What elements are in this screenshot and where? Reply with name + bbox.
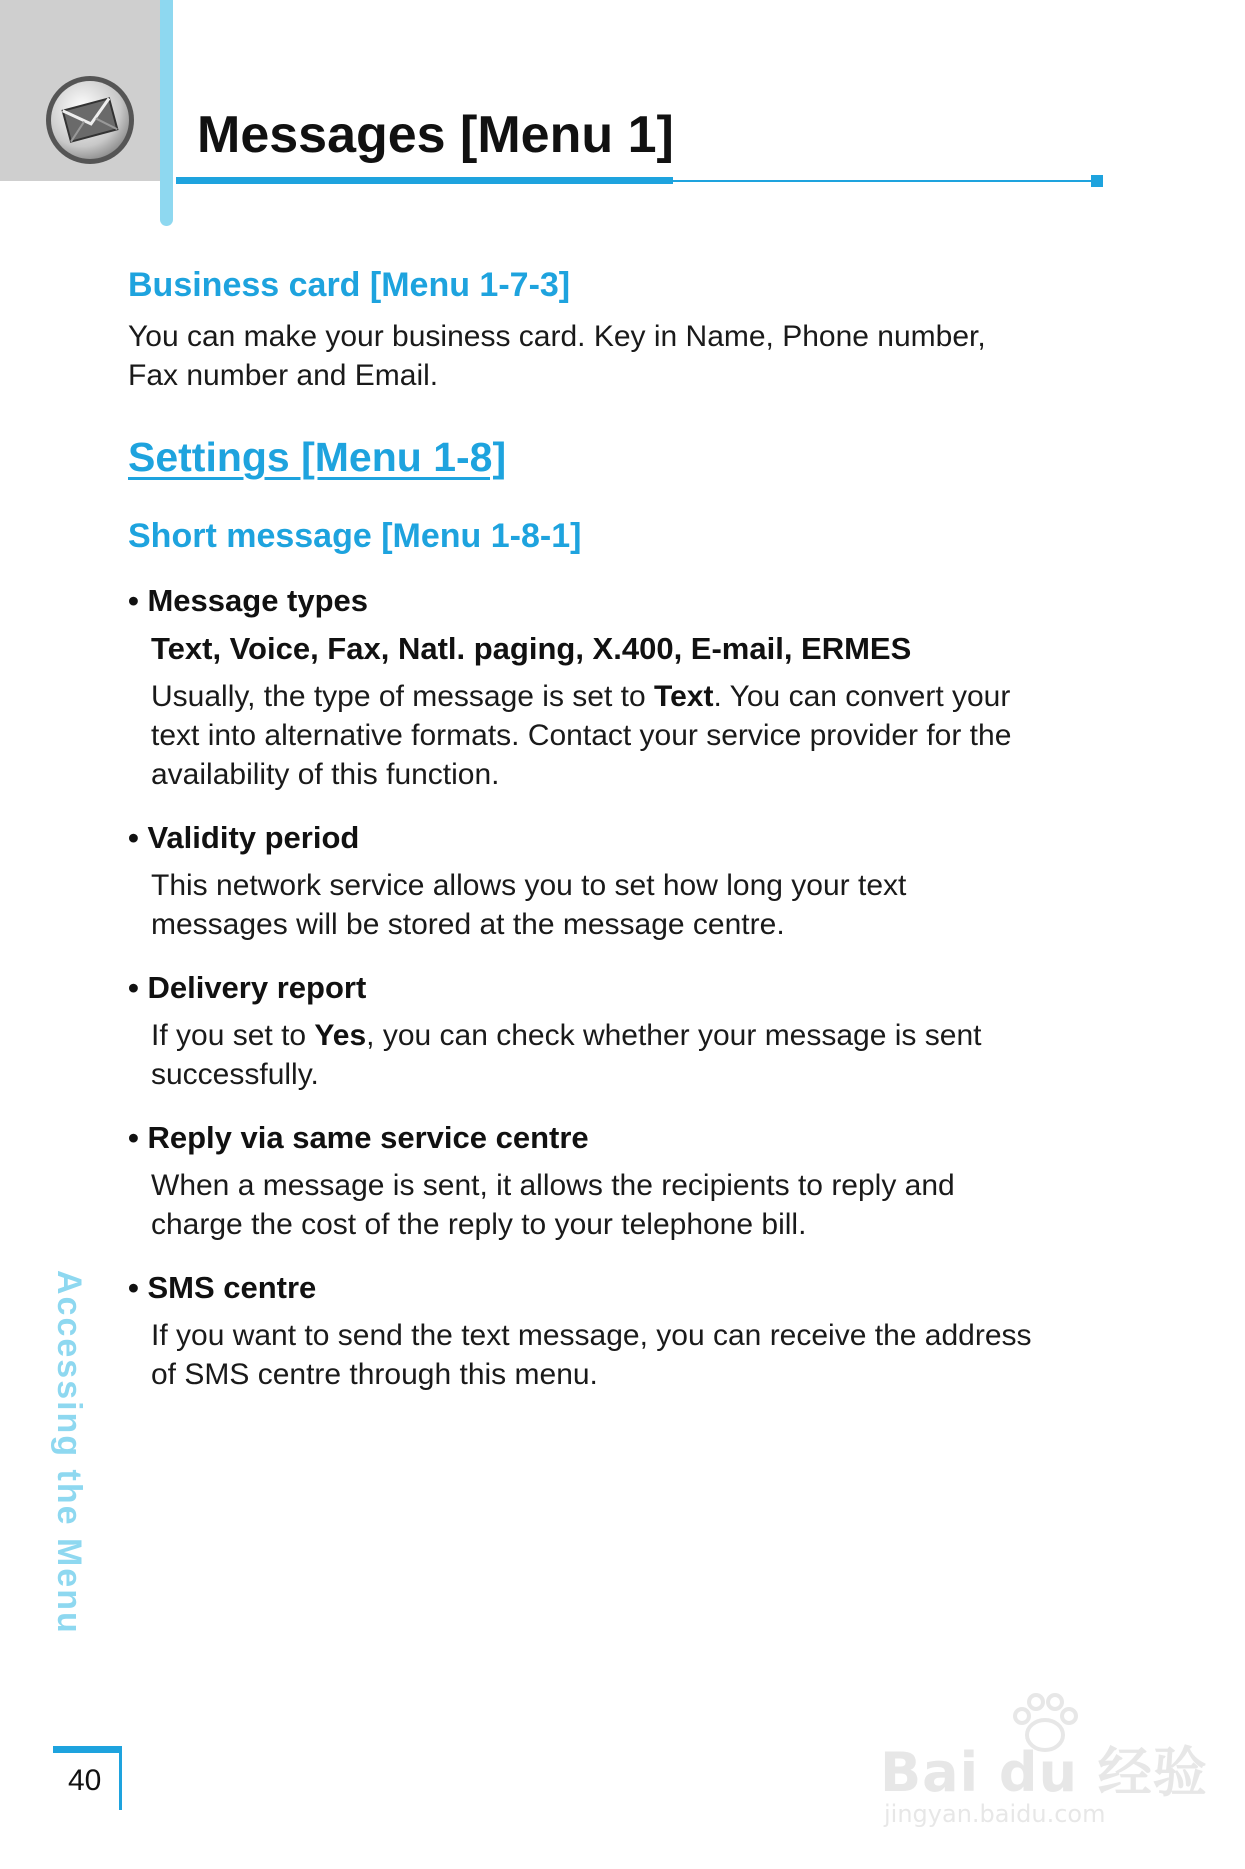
body-text: When a message is sent, it allows the recipients to reply and xyxy=(151,1169,955,1202)
body-text: Usually, the type of message is set to xyxy=(151,680,655,713)
body-text: . You can convert your xyxy=(713,680,1011,713)
reply-path-body xyxy=(128,1166,1108,1244)
validity-period-body xyxy=(128,866,1108,944)
bold-text: Text xyxy=(654,680,714,713)
bold-text: Yes xyxy=(314,1019,367,1052)
watermark-text: Bai du 经验 xyxy=(880,1741,1208,1804)
body-text: , you can check whether your message is sent xyxy=(366,1019,982,1052)
message-types-list: Text, Voice, Fax, Natl. paging, X.400, E-mail, ERMES xyxy=(151,631,912,666)
title-underline-square xyxy=(1091,175,1103,187)
body-text: If you set to xyxy=(151,1019,315,1052)
body-text: successfully. xyxy=(151,1058,319,1091)
sms-centre-item xyxy=(128,1270,1108,1394)
body-text: of SMS centre through this menu. xyxy=(151,1358,598,1391)
bullet-title: • Message types xyxy=(128,583,369,618)
watermark-logo xyxy=(880,1690,1208,1830)
delivery-report-item xyxy=(128,970,1108,1094)
business-card-body xyxy=(128,317,1108,395)
business-card-line-1: You can make your business card. Key in Name, Phone number, xyxy=(128,320,986,353)
page-number: 40 xyxy=(68,1764,102,1797)
envelope-icon xyxy=(44,74,136,166)
body-text: availability of this function. xyxy=(151,758,500,791)
business-card-line-2: Fax number and Email. xyxy=(128,359,439,392)
body-text: If you want to send the text message, you can receive the address xyxy=(151,1319,1032,1352)
body-text: This network service allows you to set how long your text xyxy=(151,869,907,902)
body-text: charge the cost of the reply to your telephone bill. xyxy=(151,1208,807,1241)
page-number-bar xyxy=(53,1746,122,1753)
sms-centre-body xyxy=(128,1316,1108,1394)
bullet-title: • SMS centre xyxy=(128,1270,317,1305)
validity-period-item xyxy=(128,820,1108,944)
header-side-bar xyxy=(160,0,173,226)
delivery-report-body xyxy=(128,1016,1108,1094)
page-number-divider xyxy=(119,1746,122,1810)
body-text: text into alternative formats. Contact your service provider for the xyxy=(151,719,1012,752)
title-underline-thin xyxy=(673,180,1093,182)
message-types-body xyxy=(151,677,1108,794)
reply-path-item xyxy=(128,1120,1108,1244)
bullet-title: • Reply via same service centre xyxy=(128,1120,589,1155)
watermark-url: jingyan.baidu.com xyxy=(884,1800,1106,1828)
title-underline-thick xyxy=(176,177,673,184)
main-content xyxy=(128,266,1108,1394)
sidebar-section-label: Accessing the Menu xyxy=(50,1270,88,1635)
bullet-title: • Delivery report xyxy=(128,970,367,1005)
body-text: messages will be stored at the message centre. xyxy=(151,908,785,941)
page-title: Messages [Menu 1] xyxy=(197,106,674,164)
bullet-title: • Validity period xyxy=(128,820,360,855)
short-message-heading: Short message [Menu 1-8-1] xyxy=(128,517,582,555)
business-card-heading: Business card [Menu 1-7-3] xyxy=(128,266,571,304)
settings-heading: Settings [Menu 1-8] xyxy=(128,434,507,480)
message-types-item xyxy=(128,583,1108,794)
